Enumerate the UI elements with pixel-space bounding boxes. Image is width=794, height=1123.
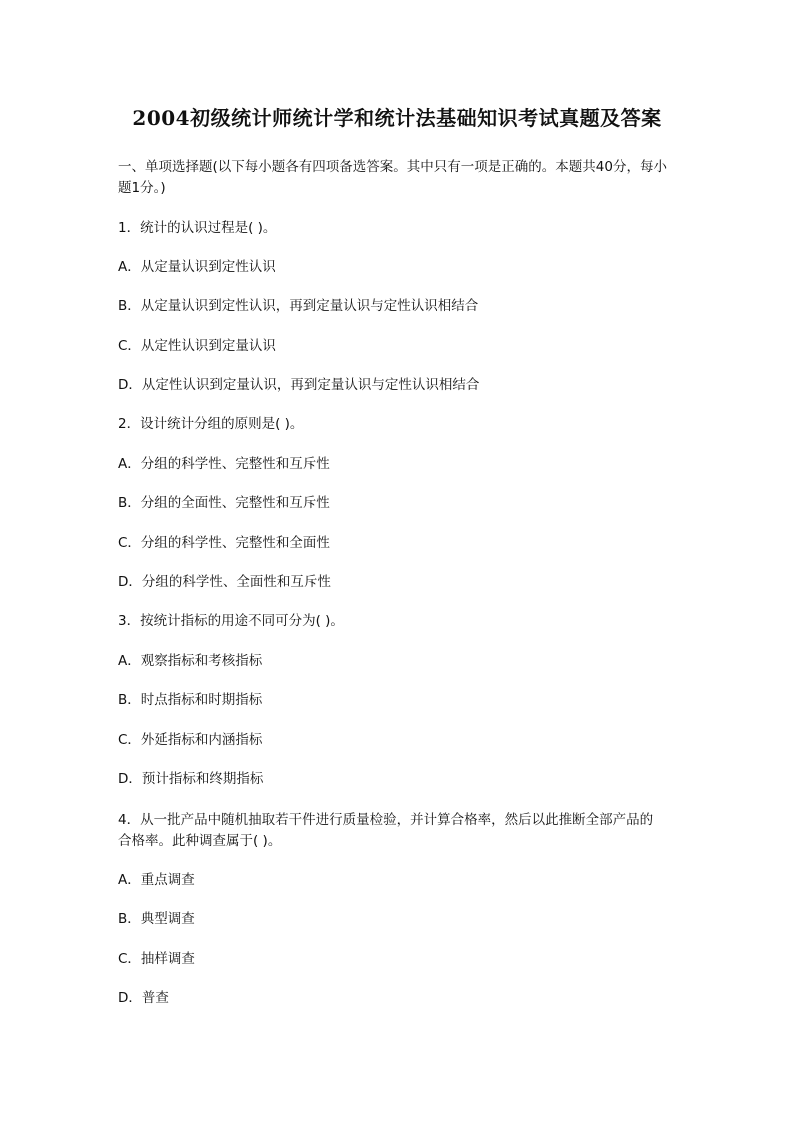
question-4-option-a: A．重点调查 (118, 872, 195, 888)
question-4-option-d: D．普查 (118, 990, 169, 1006)
question-3-option-d: D．预计指标和终期指标 (118, 771, 264, 787)
question-3-stem: 3．按统计指标的用途不同可分为( )。 (118, 613, 344, 629)
question-4-stem-line-2: 合格率。此种调查属于( )。 (118, 833, 282, 849)
question-3-option-c: C．外延指标和内涵指标 (118, 732, 263, 748)
question-3-option-a: A．观察指标和考核指标 (118, 653, 263, 669)
question-1-option-b: B．从定量认识到定性认识，再到定量认识与定性认识相结合 (118, 298, 479, 314)
question-2-option-a: A．分组的科学性、完整性和互斥性 (118, 456, 330, 472)
question-2-option-d: D．分组的科学性、全面性和互斥性 (118, 574, 331, 590)
question-1-stem: 1．统计的认识过程是( )。 (118, 220, 277, 236)
question-4-option-c: C．抽样调查 (118, 951, 195, 967)
question-3-option-b: B．时点指标和时期指标 (118, 692, 263, 708)
question-1-option-c: C．从定性认识到定量认识 (118, 338, 276, 354)
question-4-option-b: B．典型调查 (118, 911, 195, 927)
question-1-option-a: A．从定量认识到定性认识 (118, 259, 276, 275)
document-title: 2004初级统计师统计学和统计法基础知识考试真题及答案 (132, 106, 662, 130)
question-2-stem: 2．设计统计分组的原则是( )。 (118, 416, 304, 432)
question-4-stem-line-1: 4．从一批产品中随机抽取若干件进行质量检验，并计算合格率，然后以此推断全部产品的 (118, 812, 654, 828)
question-2-option-c: C．分组的科学性、完整性和全面性 (118, 535, 330, 551)
question-2-option-b: B．分组的全面性、完整性和互斥性 (118, 495, 330, 511)
section-intro: 一、单项选择题(以下每小题各有四项备选答案。其中只有一项是正确的。本题共40分，每小题1分。) (118, 159, 667, 196)
question-1-option-d: D．从定性认识到定量认识，再到定量认识与定性认识相结合 (118, 377, 480, 393)
